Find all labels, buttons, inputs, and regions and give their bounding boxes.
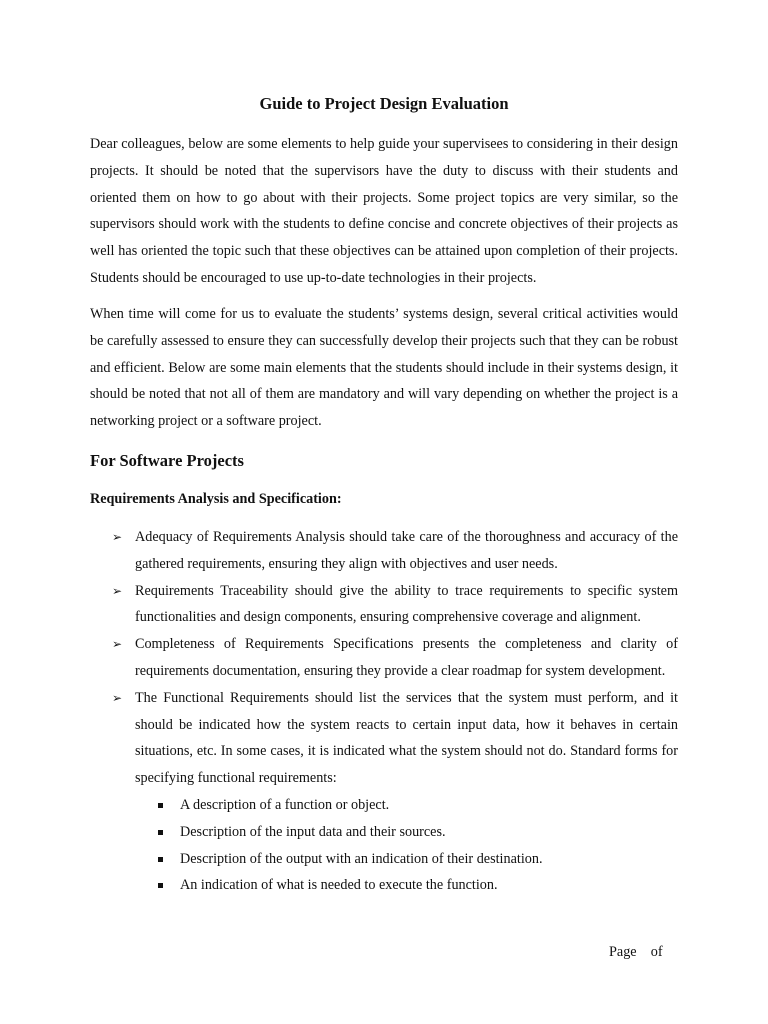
functional-forms-sublist <box>135 792 678 899</box>
list-item-text: Completeness of Requirements Specifications presents the completeness and clarity of requirements documentation, ensuring they provide a clear roadmap for system development. <box>135 636 678 679</box>
sub-list-item <box>135 819 678 846</box>
arrowhead-right-icon: ➢ <box>112 530 123 544</box>
small-square-icon <box>158 857 163 862</box>
sub-list-item-text: An indication of what is needed to execute the function. <box>180 877 498 894</box>
sub-list-item <box>135 872 678 899</box>
arrowhead-right-icon: ➢ <box>112 637 123 652</box>
list-item-text: The Functional Requirements should list the services that the system must perform, and it should be indicated how the system reacts to certain input data, how it behaves in certain situations, etc. In some cases, it is indicated what the system should not do. Standard forms for specifying functional requirements: <box>135 689 678 787</box>
sub-list-item-text: Description of the input data and their sources. <box>180 823 446 840</box>
sub-list-item <box>135 792 678 819</box>
sub-list-item <box>135 846 678 873</box>
document-title: Guide to Project Design Evaluation <box>259 94 509 113</box>
arrowhead-right-icon: ➢ <box>112 690 123 705</box>
list-item-text: Requirements Traceability should give the ability to trace requirements to specific system functionalities and design components, ensuring comprehensive coverage and alignment. <box>135 582 678 626</box>
intro-paragraph: Dear colleagues, below are some elements to help guide your supervisees to considering in their design projects. It should be noted that the supervisors have the duty to discuss with their students and oriented them on how to go about with their projects. Some project topics are very similar, so the supervisors should work with the students to define concise and concrete objectives of their projects as well has oriented the topic such that these objectives can be attained upon completion of their projects. Students should be encouraged to use up-to-date technologies in their projects. <box>90 136 678 286</box>
page-footer <box>609 941 663 963</box>
arrowhead-right-icon: ➢ <box>112 583 123 598</box>
of-label: of <box>650 944 663 960</box>
evaluation-paragraph: When time will come for us to evaluate the students’ systems design, several critical activities would be carefully assessed to ensure they can successfully develop their projects such that they can be robust and efficient. Below are some main elements that the students should include in their systems design, it should be noted that not all of them are mandatory and will vary depending on whether the project is a networking project or a software project. <box>90 306 678 430</box>
section-heading: For Software Projects <box>90 451 244 470</box>
page-label: Page <box>609 944 637 960</box>
small-square-icon <box>158 830 163 835</box>
list-item-text: Adequacy of Requirements Analysis should take care of the thoroughness and accuracy of the gathered requirements, ensuring they align with objectives and user needs. <box>135 529 678 572</box>
small-square-icon <box>158 883 163 888</box>
small-square-icon <box>158 803 163 808</box>
list-item <box>90 685 678 899</box>
list-item <box>90 524 678 578</box>
requirements-bullet-list <box>90 524 678 899</box>
subsection-heading: Requirements Analysis and Specification: <box>90 491 342 507</box>
sub-list-item-text: A description of a function or object. <box>180 796 390 813</box>
list-item <box>90 631 678 685</box>
sub-list-item-text: Description of the output with an indication of their destination. <box>180 850 543 867</box>
list-item <box>90 578 678 632</box>
